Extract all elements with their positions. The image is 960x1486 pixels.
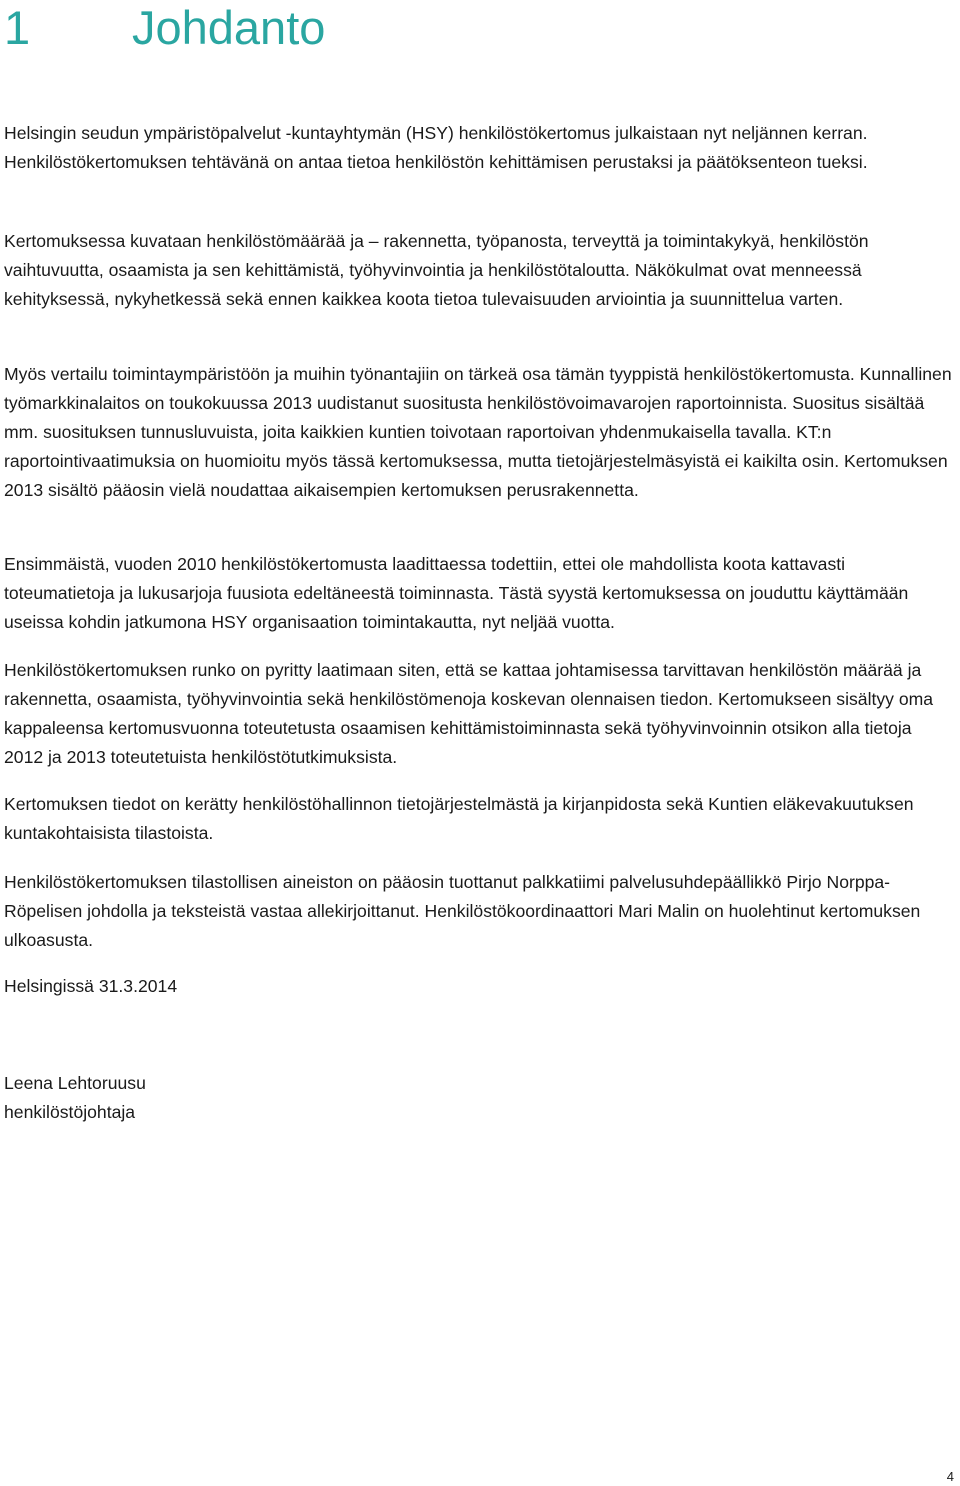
- history-paragraph: Ensimmäistä, vuoden 2010 henkilöstökertomusta laadittaessa todettiin, ettei ole mahdollista koota kattavasti toteumatietoja ja lukusarjoja fuusiota edeltäneestä toiminnasta. Tästä syystä kertomuksessa on jouduttu käyttämään useissa kohdin jatkumona HSY organisaation toimintakautta, nyt neljää vuotta.: [4, 554, 909, 632]
- chapter-number: 1: [4, 1, 31, 54]
- credits-paragraph: Henkilöstökertomuksen tilastollisen aineiston on pääosin tuottanut palkkatiimi palvelusuhdepäällikkö Pirjo Norppa-Röpelisen johdolla ja teksteistä vastaa allekirjoittanut. Henkilöstökoordinaattori Mari Malin on huolehtinut kertomuksen ulkoasusta.: [4, 872, 921, 950]
- structure-paragraph: Henkilöstökertomuksen runko on pyritty laatimaan siten, että se kattaa johtamisessa tarvittavan henkilöstön määrää ja rakennetta, osaamista, työhyvinvointia sekä henkilöstömenoja koskevan olennaisen tiedon. Kertomukseen sisältyy oma kappaleensa kertomusvuonna toteutetusta osaamisen kehittämistoiminnasta sekä työhyvinvoinnin otsikon alla tietoja 2012 ja 2013 toteutetuista henkilöstötutkimuksista.: [4, 660, 934, 767]
- chapter-title: Johdanto: [132, 1, 326, 54]
- sources-paragraph: Kertomuksen tiedot on kerätty henkilöstöhallinnon tietojärjestelmästä ja kirjanpidosta sekä Kuntien eläkevakuutuksen kuntakohtaisista tilastoista.: [4, 794, 914, 843]
- chapter-heading: [0, 0, 325, 58]
- signature-name: Leena Lehtoruusu: [4, 1073, 146, 1093]
- page-number: 4: [946, 1469, 954, 1484]
- intro-paragraph: Helsingin seudun ympäristöpalvelut -kuntayhtymän (HSY) henkilöstökertomus julkaistaan nyt neljännen kerran. Henkilöstökertomuksen tehtävänä on antaa tietoa henkilöstön kehittämisen perustaksi ja päätöksenteon tueksi.: [4, 123, 868, 172]
- signature-title: henkilöstöjohtaja: [4, 1102, 136, 1122]
- content-paragraph: Kertomuksessa kuvataan henkilöstömäärää ja – rakennetta, työpanosta, terveyttä ja toimintakykyä, henkilöstön vaihtuvuutta, osaamista ja sen kehittämistä, työhyvinvointia ja henkilöstötaloutta. Näkökulmat ovat menneessä kehityksessä, nykyhetkessä sekä ennen kaikkea koota tietoa tulevaisuuden arviointia ja suunnittelua varten.: [4, 231, 869, 309]
- date-line: Helsingissä 31.3.2014: [4, 976, 178, 996]
- comparison-paragraph: Myös vertailu toimintaympäristöön ja muihin työnantajiin on tärkeä osa tämän tyyppistä henkilöstökertomusta. Kunnallinen työmarkkinalaitos on toukokuussa 2013 uudistanut suositusta henkilöstövoimavarojen raportoinnista. Suositus sisältää mm. suosituksen tunnusluvuista, joita kaikkien kuntien toivotaan raportoivan yhdenmukaisella tavalla. KT:n raportointivaatimuksia on huomioitu myös tässä kertomuksessa, mutta tietojärjestelmäsyistä ei kaikilta osin. Kertomuksen 2013 sisältö pääosin vielä noudattaa aikaisempien kertomuksen perusrakennetta.: [4, 364, 952, 500]
